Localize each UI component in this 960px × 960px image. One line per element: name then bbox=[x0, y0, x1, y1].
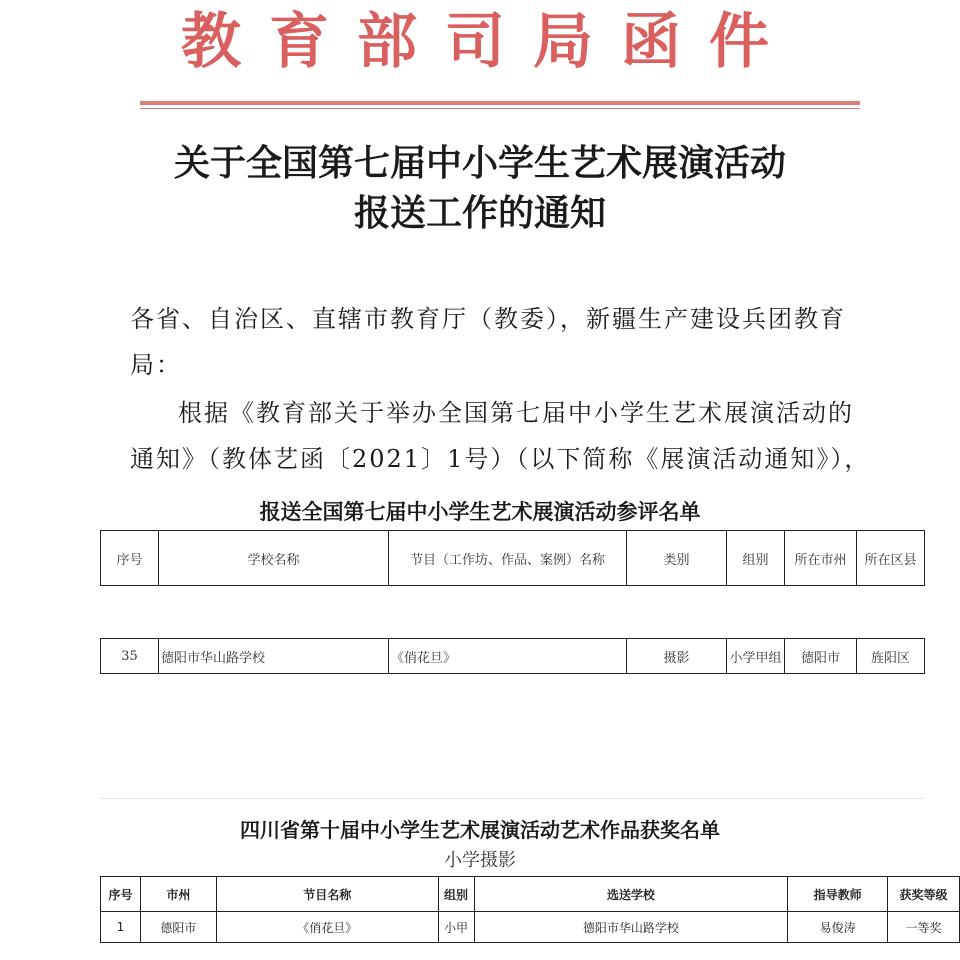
header-cell: 节目名称 bbox=[216, 877, 438, 912]
table-row bbox=[101, 912, 960, 943]
header-cell: 节目（工作坊、作品、案例）名称 bbox=[389, 531, 627, 586]
table-cell: 摄影 bbox=[627, 639, 727, 674]
header-cell: 学校名称 bbox=[159, 531, 389, 586]
paragraph-line1: 根据《教育部关于举办全国第七届中小学生艺术展演活动的 bbox=[178, 399, 854, 427]
table-cell: 德阳市 bbox=[140, 912, 216, 943]
table-cell: 旌阳区 bbox=[857, 639, 925, 674]
notice-title-line1: 关于全国第七届中小学生艺术展演活动 bbox=[173, 142, 786, 184]
header-cell: 组别 bbox=[727, 531, 785, 586]
national-list-title: 报送全国第七届中小学生艺术展演活动参评名单 bbox=[259, 499, 701, 524]
table-cell: 德阳市华山路学校 bbox=[159, 639, 389, 674]
header-cell: 指导教师 bbox=[788, 877, 888, 912]
table-cell: 小学甲组 bbox=[727, 639, 785, 674]
table-gap-row bbox=[101, 586, 925, 639]
header-cell: 选送学校 bbox=[474, 877, 788, 912]
addressee-line2: 局： bbox=[130, 351, 182, 379]
table-cell: 1 bbox=[101, 912, 141, 943]
table-header-row bbox=[101, 531, 925, 586]
table-cell: 《俏花旦》 bbox=[216, 912, 438, 943]
table-cell: 小甲 bbox=[438, 912, 474, 943]
notice-title-line2: 报送工作的通知 bbox=[353, 192, 606, 234]
header-cell: 序号 bbox=[101, 531, 159, 586]
addressee-line1: 各省、自治区、直辖市教育厅（教委），新疆生产建设兵团教育 bbox=[130, 305, 846, 333]
provincial-list-subtitle: 小学摄影 bbox=[444, 850, 516, 871]
table-row bbox=[101, 639, 925, 674]
table-header-row bbox=[101, 877, 960, 912]
paragraph-line2: 通知》（教体艺函〔2021〕1号）（以下简称《展演活动通知》）， bbox=[130, 445, 871, 473]
national-list-table bbox=[100, 530, 925, 674]
table-cell: 易俊涛 bbox=[788, 912, 888, 943]
letterhead-rule bbox=[140, 101, 860, 105]
letterhead: 教育部司局函件 bbox=[181, 7, 797, 77]
header-cell: 所在市州 bbox=[785, 531, 857, 586]
header-cell: 获奖等级 bbox=[888, 877, 960, 912]
header-cell: 市州 bbox=[140, 877, 216, 912]
table-cell: 35 bbox=[101, 639, 159, 674]
table-cell: 德阳市 bbox=[785, 639, 857, 674]
provincial-list-table bbox=[100, 876, 960, 943]
header-cell: 组别 bbox=[438, 877, 474, 912]
section-divider bbox=[100, 798, 924, 799]
header-cell: 所在区县 bbox=[857, 531, 925, 586]
header-cell: 序号 bbox=[101, 877, 141, 912]
table-cell: 德阳市华山路学校 bbox=[474, 912, 788, 943]
table-cell: 一等奖 bbox=[888, 912, 960, 943]
header-cell: 类别 bbox=[627, 531, 727, 586]
table-cell: 《俏花旦》 bbox=[389, 639, 627, 674]
provincial-list-title: 四川省第十届中小学生艺术展演活动艺术作品获奖名单 bbox=[240, 818, 720, 842]
letterhead-rule-thin bbox=[140, 108, 860, 109]
